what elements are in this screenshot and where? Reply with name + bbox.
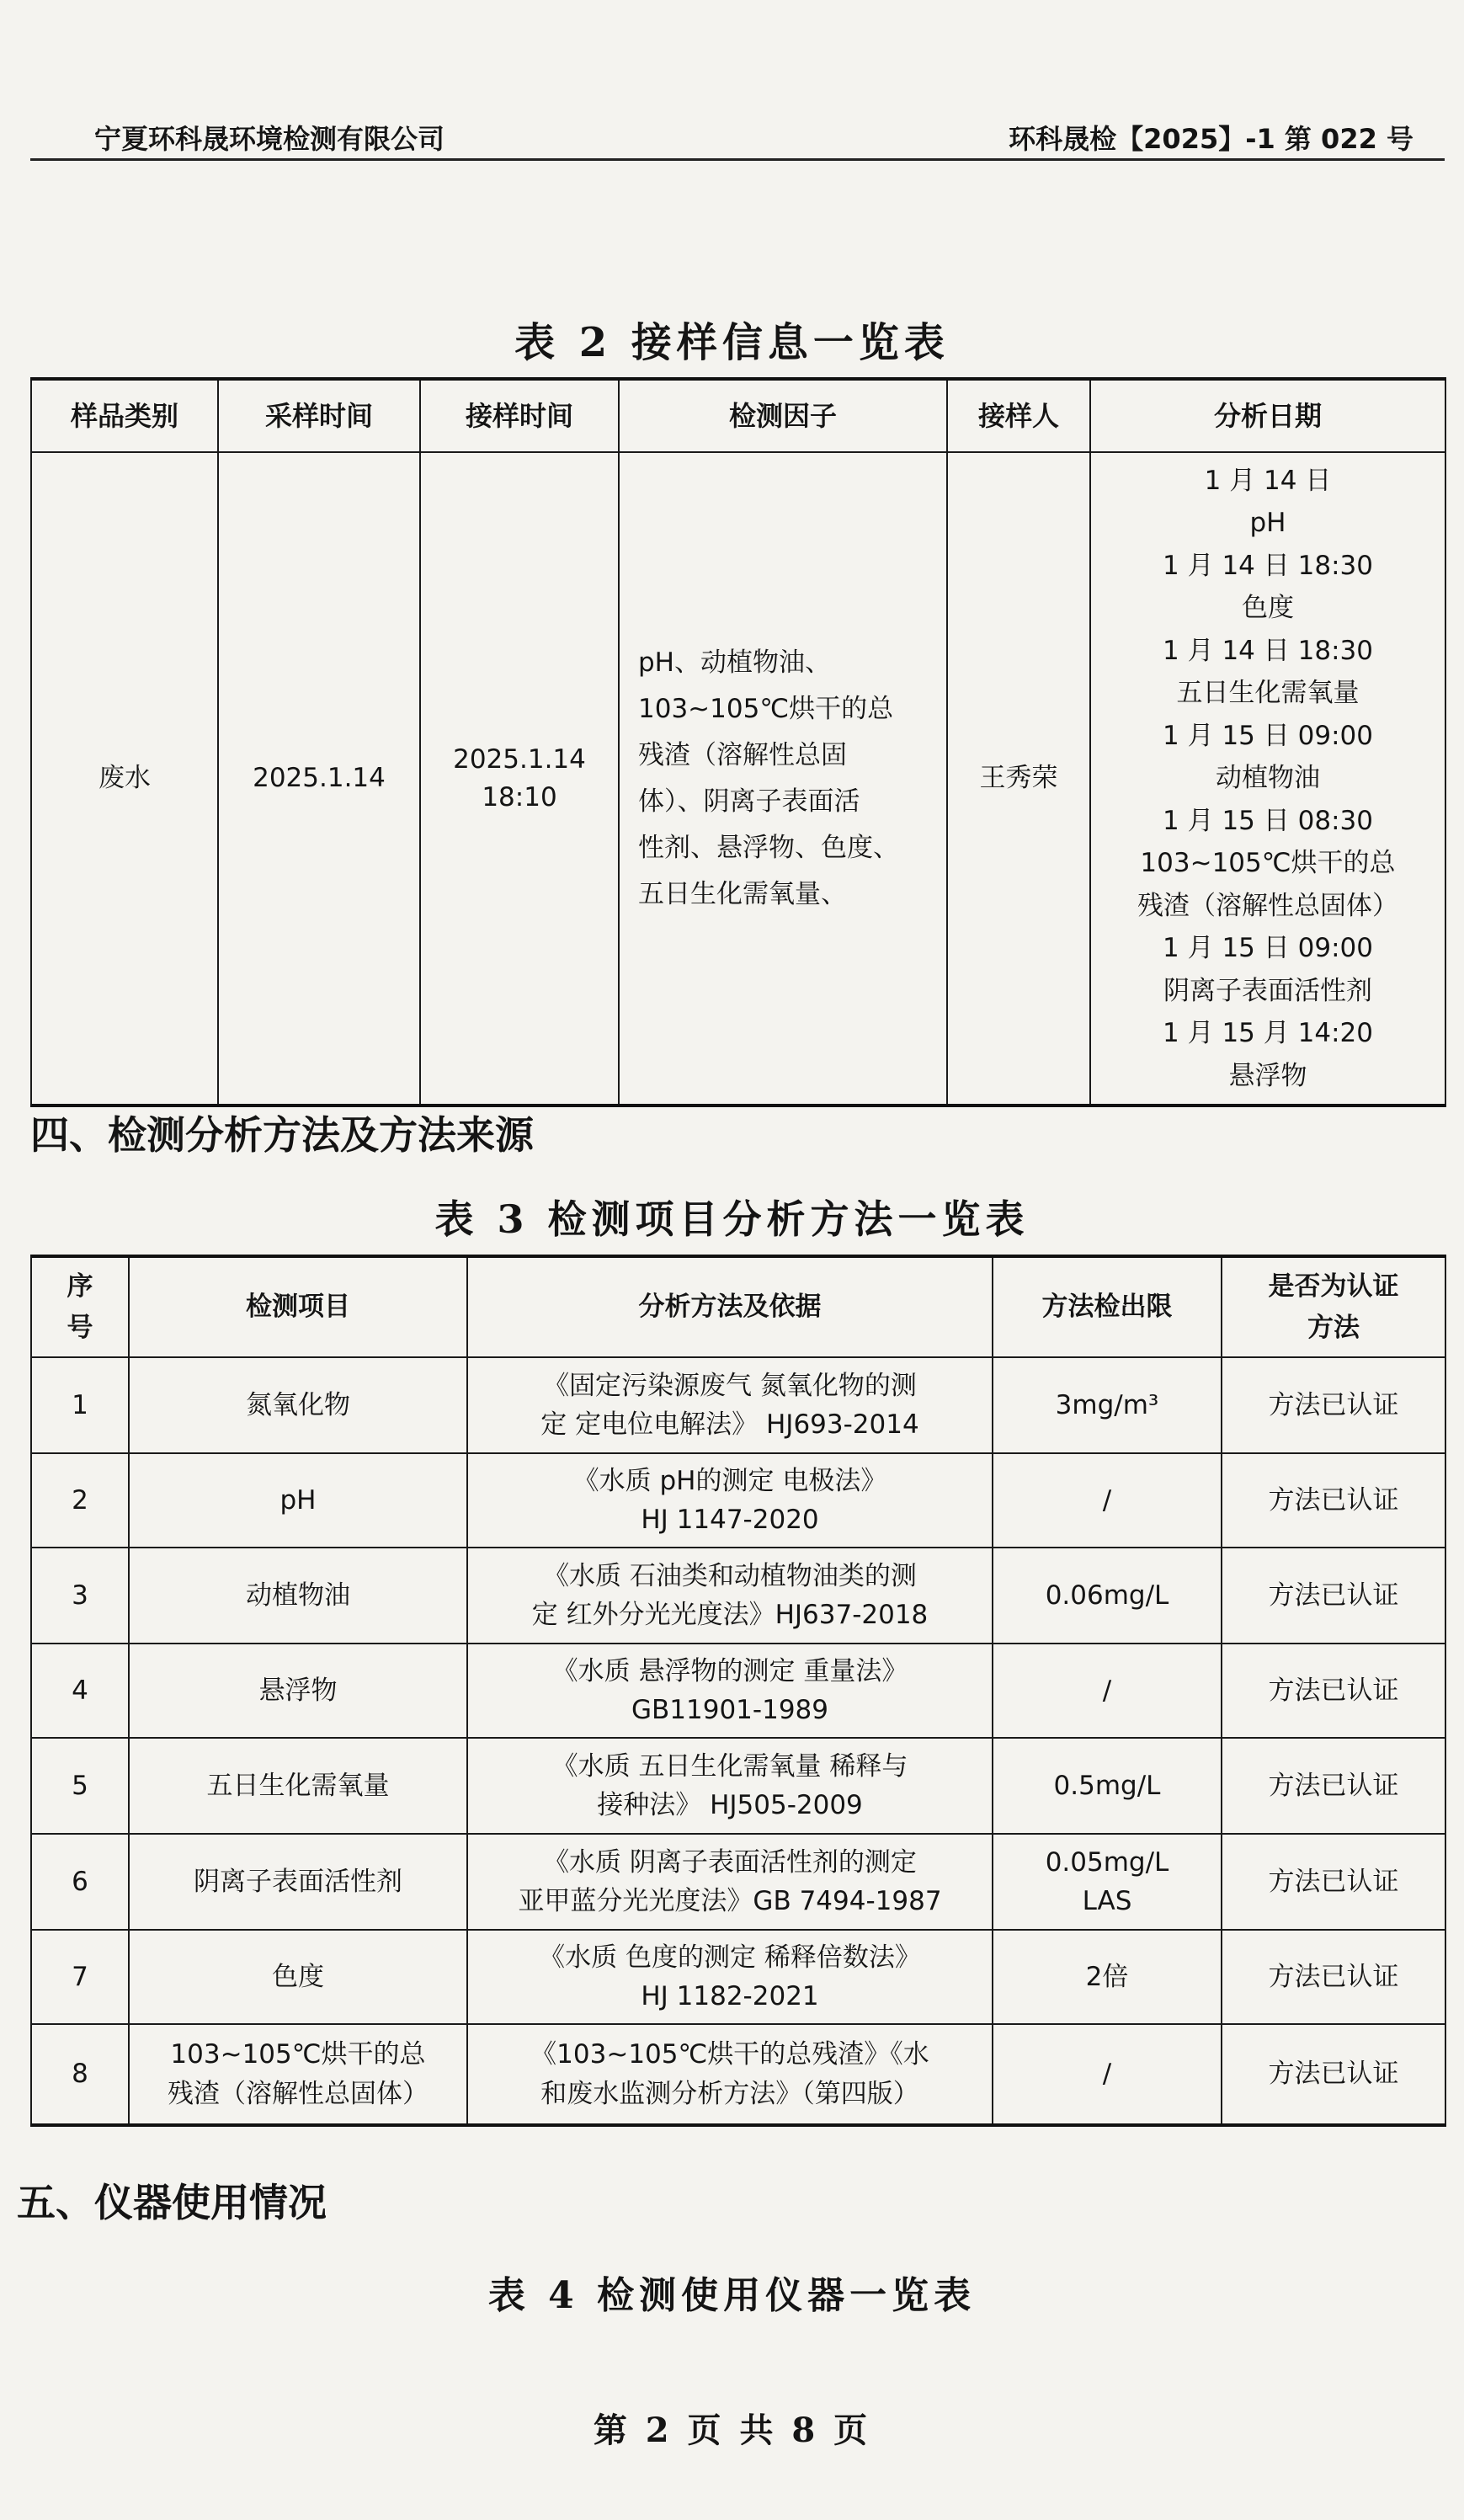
detection-limit — [993, 1357, 1222, 1453]
test-item — [129, 1357, 467, 1453]
sample-category: 废水 — [31, 452, 218, 1105]
test-item-line: pH — [279, 1484, 317, 1516]
method-basis-line: HJ 1147-2020 — [641, 1505, 819, 1535]
col-header-factors: 检测因子 — [619, 379, 947, 452]
method-basis-line: HJ 1182-2021 — [641, 1981, 819, 2011]
detection-limit — [993, 1644, 1222, 1738]
col-header-seq — [31, 1256, 129, 1357]
analysis-dates — [1090, 452, 1445, 1105]
report-number: 环科晟检【2025】-1 第 022 号 — [1009, 123, 1413, 155]
col-header-analysis-date: 分析日期 — [1090, 379, 1445, 452]
factor-line: 残渣（溶解性总固 — [638, 739, 847, 770]
date-line: 103~105℃烘干的总 — [1140, 848, 1396, 879]
row-number: 3 — [31, 1548, 129, 1644]
table-row — [31, 2024, 1445, 2125]
factor-line: pH、动植物油、 — [638, 647, 831, 678]
receive-clock: 18:10 — [482, 781, 557, 812]
certification-status: 方法已认证 — [1222, 1357, 1445, 1453]
detection-limit — [993, 1548, 1222, 1644]
col-header-item: 检测项目 — [129, 1256, 467, 1357]
method-basis-line: 和废水监测分析方法》（第四版） — [540, 2078, 919, 2109]
col-header-receive-time: 接样时间 — [420, 379, 619, 452]
table-row — [31, 1930, 1445, 2024]
method-table-body — [31, 1357, 1445, 2125]
date-line: 1 月 15 日 09:00 — [1163, 720, 1373, 751]
table-row — [31, 1644, 1445, 1738]
factor-line: 103~105℃烘干的总 — [638, 693, 894, 724]
col-header-method: 分析方法及依据 — [467, 1256, 993, 1357]
date-line: 1 月 15 日 08:30 — [1163, 805, 1373, 836]
date-line: 阴离子表面活性剂 — [1163, 975, 1372, 1006]
detection-limit — [993, 1930, 1222, 2024]
test-item — [129, 2024, 467, 2125]
method-basis-line: 接种法》 HJ505-2009 — [597, 1790, 863, 1820]
row-number: 1 — [31, 1357, 129, 1453]
row-number: 4 — [31, 1644, 129, 1738]
col-header-seq-line1: 序 — [67, 1271, 93, 1303]
test-item — [129, 1834, 467, 1930]
table-row — [31, 452, 1445, 1105]
detection-limit-line: 0.5mg/L — [1053, 1770, 1161, 1801]
test-item-line: 氮氧化物 — [246, 1389, 350, 1420]
section-4-title: 四、检测分析方法及方法来源 — [30, 1112, 534, 1158]
page-number: 第 2 页 共 8 页 — [593, 2411, 871, 2450]
method-basis — [467, 1644, 993, 1738]
date-line: 动植物油 — [1216, 763, 1320, 794]
test-item — [129, 1453, 467, 1548]
table4-caption: 表 4 检测使用仪器一览表 — [487, 2274, 977, 2317]
test-item-line: 103~105℃烘干的总 — [170, 2039, 426, 2070]
detection-limit-line: / — [1102, 1484, 1112, 1516]
company-name: 宁夏环科晟环境检测有限公司 — [94, 123, 445, 155]
header-divider — [30, 158, 1445, 161]
col-header-limit: 方法检出限 — [993, 1256, 1222, 1357]
date-line: 1 月 14 日 — [1204, 465, 1332, 496]
table-row — [31, 1357, 1445, 1453]
method-table — [30, 1255, 1446, 2127]
detection-limit-line: 0.06mg/L — [1045, 1580, 1169, 1611]
section-5-title: 五、仪器使用情况 — [17, 2180, 327, 2225]
date-line: 1 月 14 日 18:30 — [1163, 635, 1373, 666]
table-header-row — [31, 1256, 1445, 1357]
col-header-receiver: 接样人 — [947, 379, 1090, 452]
method-basis-line: 定 定电位电解法》 HJ693-2014 — [540, 1409, 919, 1440]
receiver-name: 王秀荣 — [947, 452, 1090, 1105]
row-number: 2 — [31, 1453, 129, 1548]
method-basis-line: 《水质 阴离子表面活性剂的测定 — [543, 1846, 917, 1878]
test-item-line: 阴离子表面活性剂 — [194, 1866, 402, 1897]
date-line: 色度 — [1242, 593, 1294, 624]
test-item-line: 悬浮物 — [258, 1675, 338, 1706]
detection-limit-line: LAS — [1082, 1886, 1132, 1916]
date-line: 残渣（溶解性总固体） — [1137, 890, 1398, 921]
certification-status: 方法已认证 — [1222, 1834, 1445, 1930]
receive-date: 2025.1.14 — [453, 743, 586, 775]
test-item — [129, 1548, 467, 1644]
col-header-cert-line1: 是否为认证 — [1268, 1271, 1399, 1303]
test-item — [129, 1930, 467, 2024]
test-item — [129, 1738, 467, 1834]
row-number: 5 — [31, 1738, 129, 1834]
detection-limit — [993, 1738, 1222, 1834]
detection-limit — [993, 1834, 1222, 1930]
method-basis-line: 《103~105℃烘干的总残渣》《水 — [530, 2039, 929, 2070]
method-basis-line: 《固定污染源废气 氮氧化物的测 — [543, 1370, 917, 1401]
col-header-seq-line2: 号 — [67, 1312, 93, 1343]
detection-limit-line: 3mg/m³ — [1055, 1389, 1159, 1420]
factor-line: 体）、阴离子表面活 — [638, 786, 860, 817]
row-number: 7 — [31, 1930, 129, 2024]
table3-caption: 表 3 检测项目分析方法一览表 — [434, 1196, 1030, 1242]
method-basis — [467, 1453, 993, 1548]
method-basis — [467, 1930, 993, 2024]
certification-status: 方法已认证 — [1222, 1738, 1445, 1834]
method-basis-line: 定 红外分光光度法》HJ637-2018 — [531, 1600, 929, 1630]
method-basis-line: 《水质 五日生化需氧量 稀释与 — [551, 1750, 908, 1782]
col-header-category: 样品类别 — [31, 379, 218, 452]
sampling-time: 2025.1.14 — [218, 452, 420, 1105]
sample-receipt-table — [30, 377, 1446, 1107]
test-item — [129, 1644, 467, 1738]
factor-line: 性剂、悬浮物、色度、 — [638, 832, 899, 863]
method-basis-line: 《水质 pH的测定 电极法》 — [572, 1465, 887, 1496]
certification-status: 方法已认证 — [1222, 1548, 1445, 1644]
method-basis-line: 《水质 悬浮物的测定 重量法》 — [551, 1655, 908, 1686]
table-row — [31, 1834, 1445, 1930]
test-item-line: 五日生化需氧量 — [206, 1770, 390, 1801]
row-number: 6 — [31, 1834, 129, 1930]
detection-limit-line: 2倍 — [1085, 1961, 1129, 1992]
detection-limit — [993, 2024, 1222, 2125]
col-header-cert-line2: 方法 — [1307, 1312, 1360, 1343]
table-row — [31, 1453, 1445, 1548]
col-header-sampling-time: 采样时间 — [218, 379, 420, 452]
method-basis — [467, 1834, 993, 1930]
test-item-line: 动植物油 — [246, 1580, 350, 1611]
date-line: pH — [1249, 508, 1286, 539]
receive-time — [420, 452, 619, 1105]
date-line: 悬浮物 — [1228, 1060, 1307, 1091]
detection-limit — [993, 1453, 1222, 1548]
factor-line: 五日生化需氧量、 — [638, 878, 847, 909]
row-number: 8 — [31, 2024, 129, 2125]
date-line: 1 月 15 月 14:20 — [1163, 1018, 1373, 1049]
method-basis — [467, 1357, 993, 1453]
method-basis — [467, 1738, 993, 1834]
table-row — [31, 1548, 1445, 1644]
date-line: 1 月 14 日 18:30 — [1163, 550, 1373, 581]
method-basis-line: 《水质 色度的测定 稀释倍数法》 — [539, 1942, 921, 1973]
method-basis — [467, 1548, 993, 1644]
test-item-line: 色度 — [272, 1961, 324, 1992]
detection-limit-line: 0.05mg/L — [1045, 1846, 1169, 1878]
col-header-cert — [1222, 1256, 1445, 1357]
date-line: 五日生化需氧量 — [1176, 678, 1360, 709]
test-item-line: 残渣（溶解性总固体） — [168, 2078, 429, 2109]
method-basis — [467, 2024, 993, 2125]
certification-status: 方法已认证 — [1222, 1644, 1445, 1738]
detection-limit-line: / — [1102, 1675, 1112, 1706]
method-basis-line: GB11901-1989 — [631, 1695, 828, 1725]
method-basis-line: 《水质 石油类和动植物油类的测 — [543, 1560, 917, 1591]
table-header-row — [31, 379, 1445, 452]
table-row — [31, 1738, 1445, 1834]
certification-status: 方法已认证 — [1222, 2024, 1445, 2125]
certification-status: 方法已认证 — [1222, 1453, 1445, 1548]
detection-limit-line: / — [1102, 2059, 1112, 2090]
table2-caption: 表 2 接样信息一览表 — [514, 319, 950, 366]
date-line: 1 月 15 日 09:00 — [1163, 933, 1373, 964]
certification-status: 方法已认证 — [1222, 1930, 1445, 2024]
test-factors — [619, 452, 947, 1105]
method-basis-line: 亚甲蓝分光光度法》GB 7494-1987 — [518, 1886, 942, 1916]
